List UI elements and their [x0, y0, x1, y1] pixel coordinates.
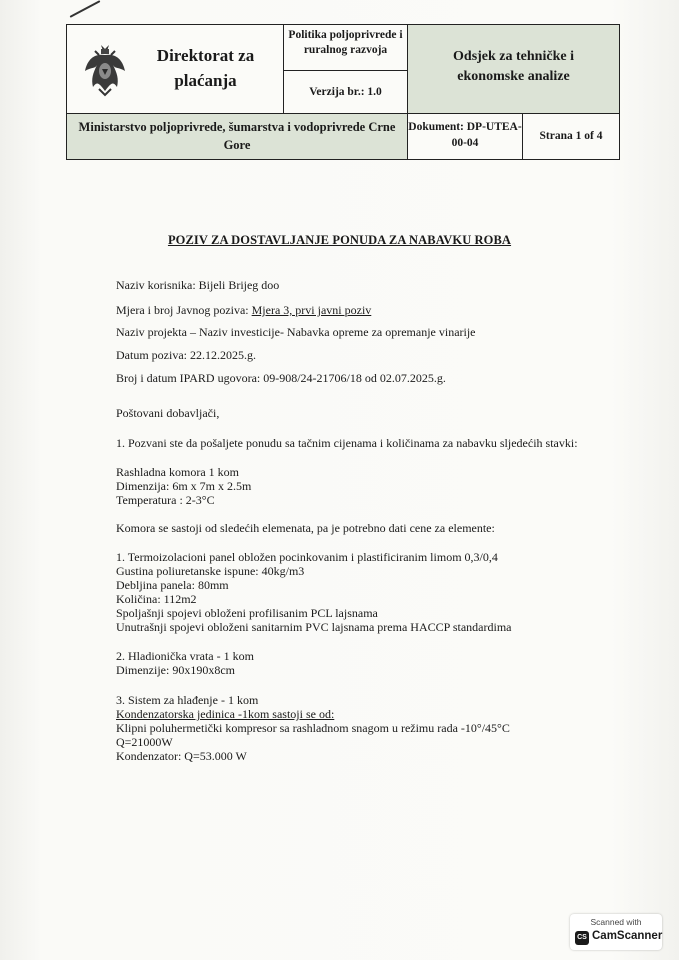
cooling-line-1: 3. Sistem za hlađenje - 1 kom	[116, 693, 259, 707]
scanned-with-text: Scanned with	[590, 917, 642, 927]
measure-line	[116, 303, 371, 318]
ministry-line1: Ministarstvo poljoprivrede, šumarstva i vodoprivrede Crne	[78, 120, 396, 134]
department-line2: ekonomske analize	[457, 69, 570, 84]
department-cell	[408, 25, 619, 114]
cooling-line-5: Kondenzator: Q=53.000 W	[116, 749, 247, 763]
policy-line1: Politika poljoprivrede i	[288, 29, 403, 41]
policy-cell	[284, 25, 408, 71]
beneficiary-line: Naziv korisnika: Bijeli Brijeg doo	[116, 278, 280, 292]
cooling-line-2: Kondenzatorska jedinica -1kom sastoji se od:	[116, 707, 335, 721]
camscanner-logo-icon: CS	[575, 931, 589, 945]
ministry-line2: Gore	[223, 138, 251, 152]
chamber-note-line: Komora se sastoji od sledećih elemenata, pa je potrebno dati cene za elemente:	[116, 521, 495, 535]
project-line: Naziv projekta – Naziv investicije- Nabavka opreme za opremanje vinarije	[116, 325, 476, 339]
coat-of-arms-icon	[83, 43, 127, 97]
cooling-line-4: Q=21000W	[116, 735, 173, 749]
door-line-1: 2. Hladionička vrata - 1 kom	[116, 649, 254, 663]
camscanner-watermark	[570, 914, 662, 950]
directorate-title-line1: Direktorat za	[156, 46, 255, 65]
chamber-dimensions-line: Dimenzija: 6m x 7m x 2.5m	[116, 479, 252, 493]
document-header-table	[66, 24, 620, 160]
panel-line-3: Debljina panela: 80mm	[116, 578, 229, 592]
chamber-line: Rashladna komora 1 kom	[116, 465, 239, 479]
panel-line-5: Spoljašnji spojevi obloženi profilisanim PCL lajsnama	[116, 606, 378, 620]
directorate-title-line2: plaćanja	[174, 71, 237, 90]
measure-label: Mjera i broj Javnog poziva:	[116, 303, 252, 317]
panel-line-6: Unutrašnji spojevi obloženi sanitarnim PVC lajsnama prema HACCP standardima	[116, 620, 512, 634]
directorate-cell	[67, 25, 284, 114]
door-line-2: Dimenzije: 90x190x8cm	[116, 663, 235, 677]
contract-line: Broj i datum IPARD ugovora: 09-908/24-21706/18 od 02.07.2025.g.	[116, 371, 446, 385]
point-one-line: 1. Pozvani ste da pošaljete ponudu sa tačnim cijenama i količinama za nabavku sljedećih stavki:	[116, 436, 578, 450]
camscanner-name: CamScanner	[592, 930, 663, 942]
pen-mark	[70, 0, 101, 18]
panel-line-4: Količina: 112m2	[116, 592, 197, 606]
greeting-line: Poštovani dobavljači,	[116, 406, 220, 420]
chamber-temperature-line: Temperatura : 2-3°C	[116, 493, 215, 507]
date-line: Datum poziva: 22.12.2025.g.	[116, 348, 256, 362]
page-number-cell: Strana 1 of 4	[523, 114, 619, 159]
policy-line2: ruralnog razvoja	[303, 44, 388, 56]
document-id-cell	[408, 114, 523, 159]
panel-line-2: Gustina poliuretanske ispune: 40kg/m3	[116, 564, 305, 578]
directorate-title	[133, 43, 278, 93]
version-cell: Verzija br.: 1.0	[284, 71, 408, 114]
ministry-cell	[67, 114, 408, 159]
department-line1: Odsjek za tehničke i	[453, 49, 574, 64]
document-id-line2: 00-04	[451, 137, 479, 149]
document-id-line1: Dokument: DP-UTEA-	[408, 121, 522, 133]
cooling-line-3: Klipni poluhermetički kompresor sa rashladnom snagom u režimu rada -10°/45°C	[116, 721, 510, 735]
document-title: POZIV ZA DOSTAVLJANJE PONUDA ZA NABAVKU ROBA	[167, 233, 512, 247]
measure-value: Mjera 3, prvi javni poziv	[251, 303, 372, 317]
panel-line-1: 1. Termoizolacioni panel obložen pocinkovanim i plastificiranim limom 0,3/0,4	[116, 550, 498, 564]
